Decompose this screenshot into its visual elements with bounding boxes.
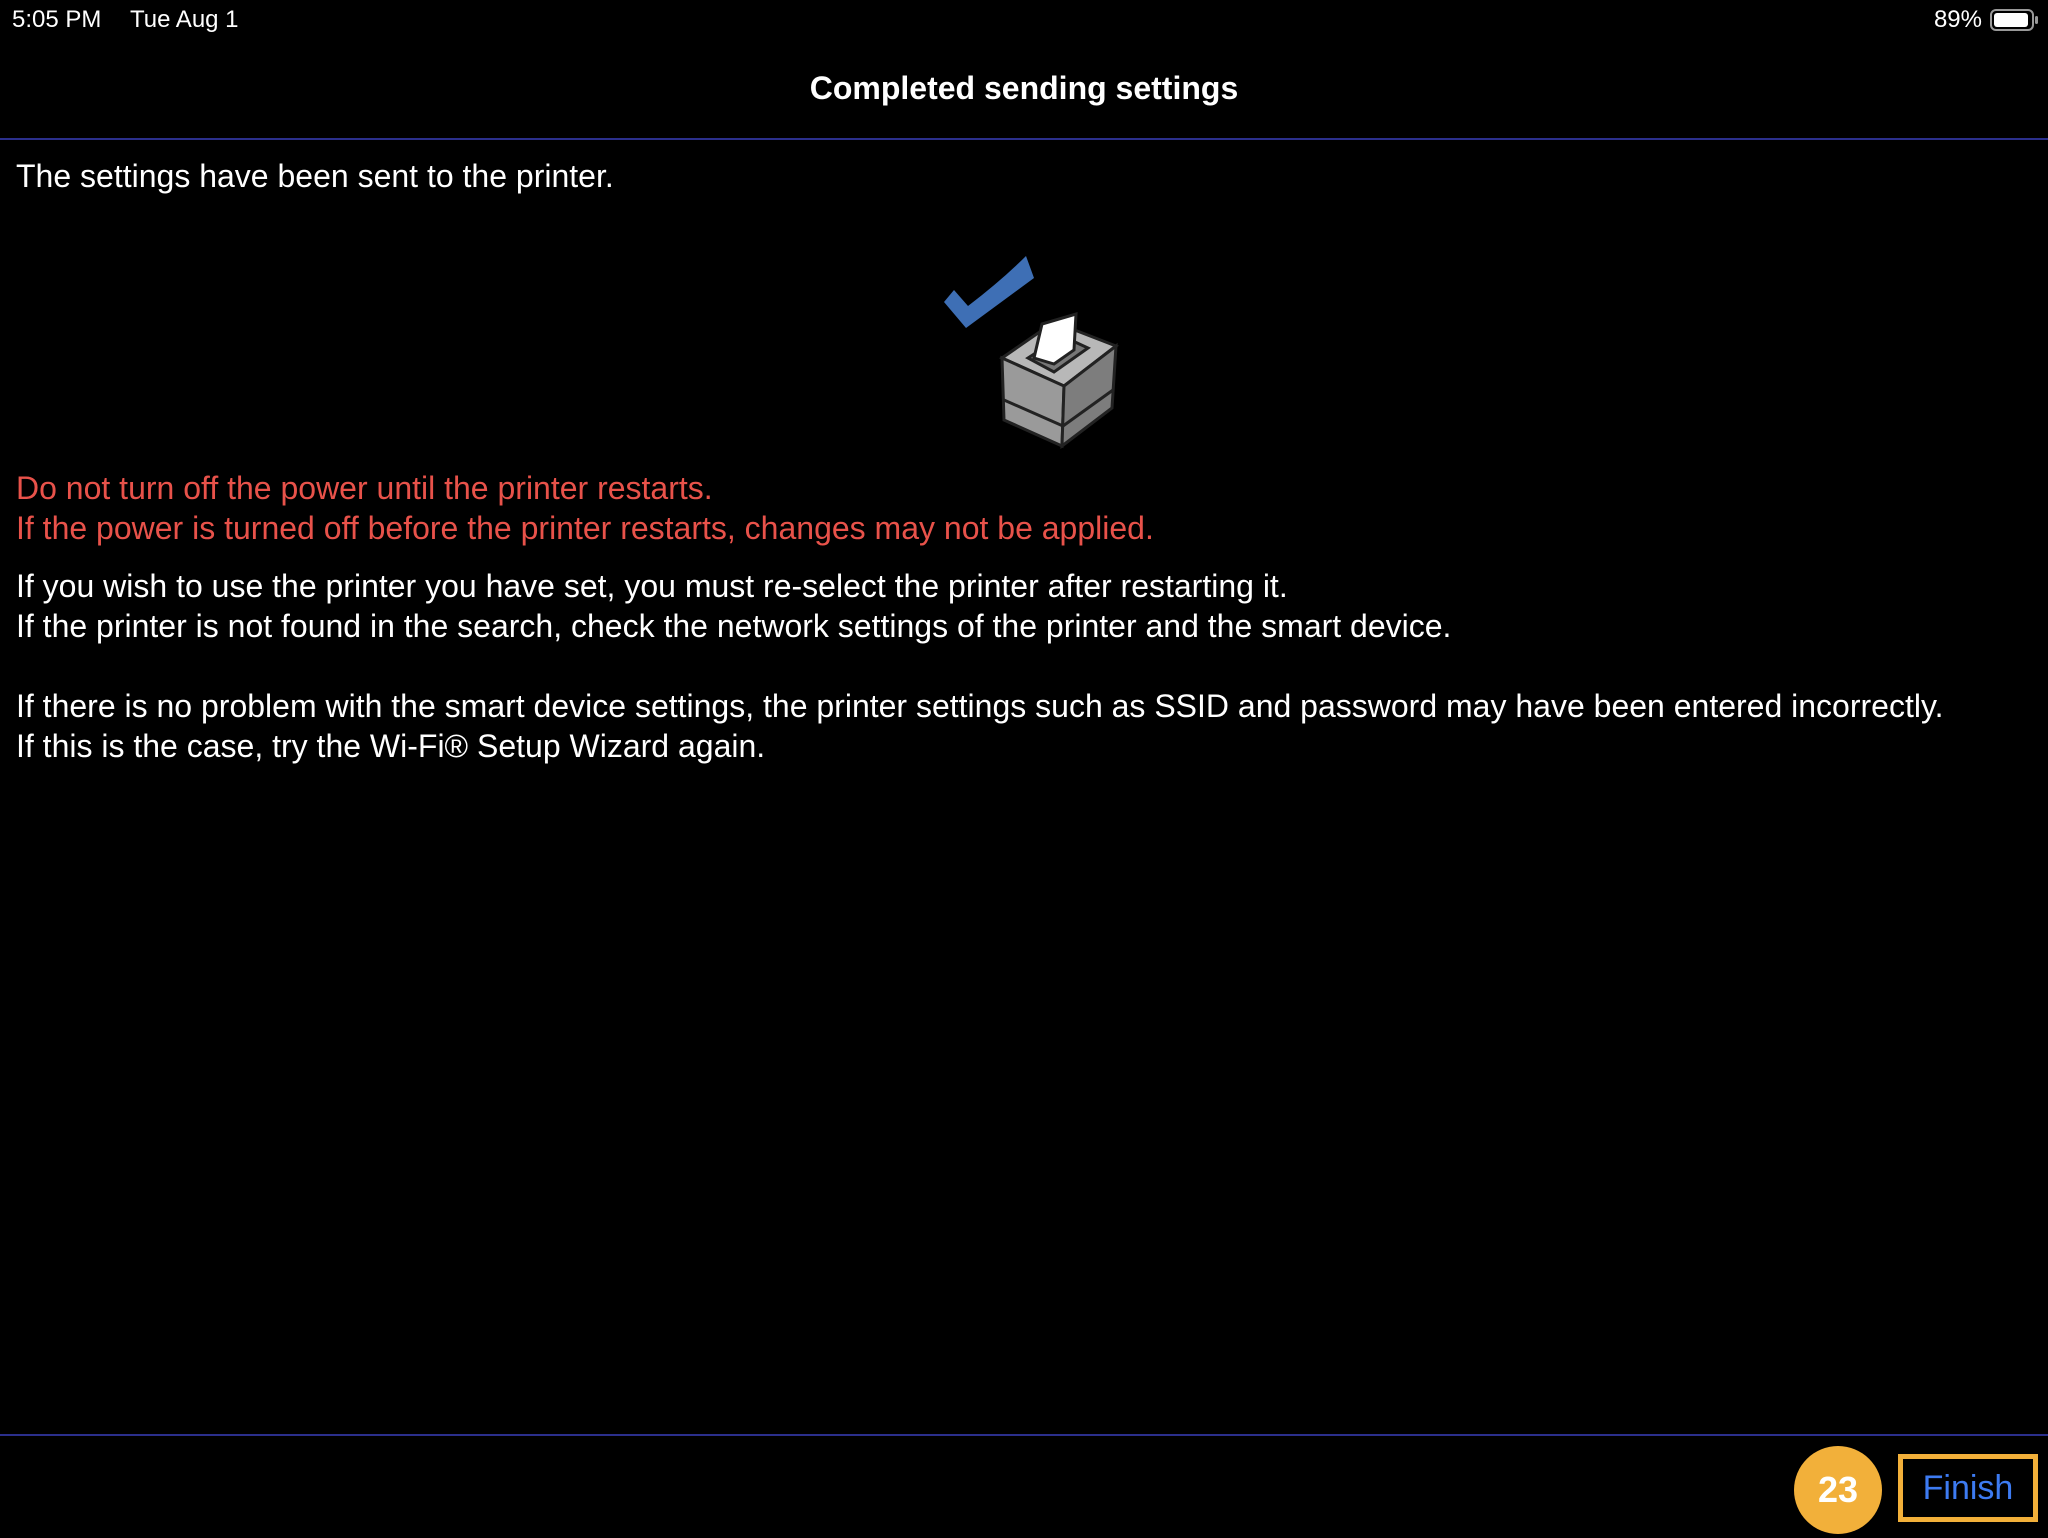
step-badge: 23 <box>1794 1446 1882 1534</box>
info-line: If you wish to use the printer you have set, you must re-select the printer after restarting it. <box>16 568 1288 604</box>
info-messages <box>16 566 2006 766</box>
paragraph-spacer <box>16 646 2006 686</box>
warning-line: If the power is turned off before the printer restarts, changes may not be applied. <box>16 510 1154 546</box>
finish-button[interactable]: Finish <box>1898 1454 2038 1522</box>
status-time: 5:05 PM <box>12 6 102 33</box>
battery-percentage: 89% <box>1933 6 1982 33</box>
warning-messages <box>16 468 1154 548</box>
status-date: Tue Aug 1 <box>130 6 239 33</box>
footer-toolbar <box>0 1434 2048 1538</box>
intro-text: The settings have been sent to the printer. <box>16 158 614 194</box>
page-title: Completed sending settings <box>809 70 1239 106</box>
main-content <box>16 152 2016 764</box>
check-mark-icon <box>944 256 1034 328</box>
status-bar <box>0 0 2048 40</box>
info-line: If the printer is not found in the search, check the network settings of the printer and the smart device. <box>16 608 1452 644</box>
status-right <box>1934 6 2040 34</box>
printer-icon <box>924 250 1144 450</box>
navigation-bar <box>0 40 2048 140</box>
battery-icon <box>1990 8 2040 32</box>
info-line: If there is no problem with the smart device settings, the printer settings such as SSID and password may have been entered incorrectly. <box>16 688 1944 724</box>
info-line: If this is the case, try the Wi-Fi® Setup Wizard again. <box>16 728 766 764</box>
warning-line: Do not turn off the power until the printer restarts. <box>16 470 713 506</box>
printer-success-illustration <box>924 250 1144 450</box>
